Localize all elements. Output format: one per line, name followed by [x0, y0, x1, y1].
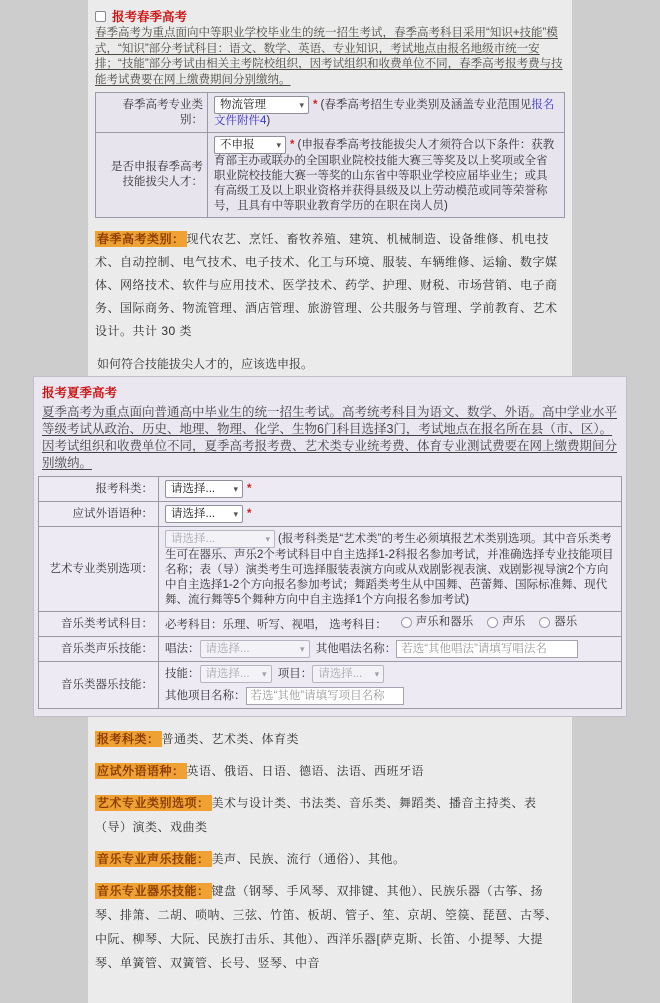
- chevron-down-icon: ▾: [299, 99, 304, 110]
- art-category-cell: [159, 527, 622, 612]
- radio-icon: [539, 617, 550, 628]
- other-singing-style-label: 其他唱法名称：: [315, 643, 397, 656]
- instrument-skill-label: 音乐类器乐技能：: [39, 662, 159, 709]
- table-row: [39, 662, 622, 709]
- project-label: 项目：: [277, 668, 313, 681]
- chevron-down-icon: ▾: [233, 508, 238, 519]
- spring-section-title: 报考春季高考: [112, 10, 188, 24]
- select-value: 不申报: [220, 138, 255, 151]
- spring-categories-text: 现代农艺、烹饪、畜牧养殖、建筑、机械制造、设备维修、机电技术、自动控制、电气技术、电子技术、化工与环境、服装、车辆维修、运输、数字媒体、网络技术、软件与应用技术、医学技术、药学、护理、财税、市场营销、电子商务、国际商务、物流管理、酒店管理、旅游管理、公共服务与管理、学前教育、艺术设计。共计 30 类: [95, 232, 558, 338]
- table-row: [39, 637, 622, 662]
- spring-talent-select[interactable]: [214, 136, 286, 154]
- required-marker: *: [290, 139, 295, 152]
- vocal-skill-cell: [159, 637, 622, 662]
- glossary-highlight-label: 音乐专业器乐技能：: [97, 884, 210, 898]
- instrument-skill-line1: [165, 665, 615, 683]
- required-marker: *: [247, 483, 252, 496]
- glossary-subject-category: [95, 727, 565, 751]
- singing-style-label: 唱法：: [165, 643, 200, 656]
- subject-category-cell: [159, 477, 622, 502]
- chevron-down-icon: ▾: [374, 668, 380, 679]
- spring-categories-paragraph: [95, 228, 565, 343]
- table-row: [39, 477, 622, 502]
- art-category-note: (报考科类是“艺术类”的考生必须填报艺术类别选项。其中音乐类考生可在器乐、声乐2个考试科目中自主选择1-2科报名参加考试，并准确选择专业技能项目名称；表（导）演类考生可选择服装表演方向或从戏剧影视表演、戏剧影视导演2个方向中自主选择1-2个方向报名参加考试；舞蹈类考生从中国舞、芭蕾舞、国际标准舞、现代舞、流行舞等5个舞种方向中自主选择1个方向报名参加考试): [165, 533, 614, 606]
- table-row: [96, 133, 565, 218]
- instrument-skill-line2: [165, 687, 615, 705]
- table-row: [39, 502, 622, 527]
- art-category-select[interactable]: [165, 530, 275, 548]
- radio-label: 器乐: [554, 616, 578, 628]
- instrument-skill-select[interactable]: [200, 665, 272, 683]
- instrument-skill-cell: [159, 662, 622, 709]
- radio-label: 声乐和器乐: [415, 616, 474, 628]
- spring-form-table: [95, 92, 565, 218]
- spring-talent-note: (申报春季高考技能拔尖人才须符合以下条件：获教育部主办或联办的全国职业院校技能大赛三等奖及以上奖项或全省职业院校技能大赛一等奖的山东省中等职业学校应届毕业生；或具有高级工及以上职业资格并获得县级及以上劳动模范或同等荣誉称号，且具有中等职业教育学历的在职在岗人员): [214, 139, 555, 212]
- glossary-text: 美声、民族、流行（通俗）、其他。: [211, 852, 406, 866]
- glossary-section: [95, 727, 565, 975]
- attachment-4-link[interactable]: 报名文件附件4: [214, 99, 555, 127]
- chevron-down-icon: ▾: [276, 139, 281, 150]
- radio-option-vocal[interactable]: [487, 615, 525, 630]
- radio-icon: [401, 617, 412, 628]
- other-project-name-input[interactable]: [246, 687, 404, 705]
- talent-advice-note: 如何符合技能拔尖人才的，应该选申报。: [97, 357, 314, 371]
- required-marker: *: [313, 99, 318, 112]
- glossary-highlight-label: 音乐专业声乐技能：: [97, 852, 210, 866]
- radio-option-instrumental[interactable]: [539, 615, 577, 630]
- subject-category-select[interactable]: [165, 480, 243, 498]
- table-row: [39, 527, 622, 612]
- glossary-vocal-skill: [95, 847, 565, 871]
- spring-category-note-end: ): [266, 115, 271, 127]
- vocal-skill-label: 音乐类声乐技能：: [39, 637, 159, 662]
- spring-talent-label: 是否申报春季高考技能拔尖人才：: [96, 133, 208, 218]
- spring-category-label: 春季高考专业类别：: [96, 93, 208, 133]
- music-required-subjects: 必考科目：乐理、听写、视唱，: [165, 619, 326, 631]
- subject-category-label: 报考科类：: [39, 477, 159, 502]
- glossary-text: 普通类、艺术类、体育类: [161, 732, 300, 746]
- select-value: 请选择...: [205, 667, 250, 680]
- spring-talent-cell: [208, 133, 565, 218]
- glossary-instrument-skill: [95, 879, 565, 975]
- foreign-language-label: 应试外语语种：: [39, 502, 159, 527]
- foreign-language-cell: [159, 502, 622, 527]
- select-value: 请选择...: [205, 642, 250, 655]
- summer-intro-paragraph: 夏季高考为重点面向普通高中毕业生的统一招生考试。高考统考科目为语文、数学、外语。高中学业水平等级考试从政治、历史、地理、物理、化学、生物6门科目选择3门，考试地点在报名所在县（市、区）。因考试组织和收费单位不同，夏季高考报考费、艺术类专业统考费、体育专业测试费要在网上缴费期间分别缴纳。: [42, 405, 618, 470]
- singing-style-select[interactable]: [200, 640, 310, 658]
- art-category-label: 艺术专业类别选项：: [39, 527, 159, 612]
- spring-exam-checkbox[interactable]: [95, 11, 106, 22]
- select-value: 请选择...: [171, 507, 216, 520]
- spring-categories-highlight-label: 春季高考类别：: [97, 232, 185, 246]
- radio-option-vocal-and-instrumental[interactable]: [401, 615, 474, 630]
- summer-exam-section: [33, 376, 627, 717]
- glossary-highlight-label: 艺术专业类别选项：: [97, 796, 210, 810]
- other-singing-style-input[interactable]: [396, 640, 578, 658]
- glossary-highlight-label: 应试外语语种：: [97, 764, 185, 778]
- glossary-text: 美术与设计类、书法类、音乐类、舞蹈类、播音主持类、表（导）演类、戏曲类: [95, 796, 537, 834]
- glossary-foreign-language: [95, 759, 565, 783]
- other-project-label: 其他项目名称：: [165, 690, 246, 703]
- instrument-project-select[interactable]: [312, 665, 384, 683]
- music-optional-subjects-label: 选考科目：: [329, 619, 387, 631]
- input-placeholder: 若选“其他”请填写项目名称: [250, 690, 385, 702]
- table-row: [96, 93, 565, 133]
- select-value: 物流管理: [220, 98, 266, 111]
- spring-category-select[interactable]: [214, 96, 309, 114]
- radio-label: 声乐: [502, 616, 526, 628]
- glossary-text: 键盘（钢琴、手风琴、双排键、其他）、民族乐器（古筝、扬琴、排箫、二胡、唢呐、三弦、竹笛、板胡、管子、笙、京胡、箜篌、琵琶、古琴、中阮、柳琴、大阮、民族打击乐、其他）、西洋乐器[萨克斯、长笛、小提琴、大提琴、单簧管、双簧管、长号、竖琴、中音: [95, 884, 558, 970]
- glossary-text: 英语、俄语、日语、德语、法语、西班牙语: [186, 764, 425, 778]
- registration-form-page: [42, 0, 618, 1003]
- summer-form-table: [38, 476, 622, 709]
- required-marker: *: [247, 508, 252, 521]
- select-value: 请选择...: [171, 482, 216, 495]
- chevron-down-icon: ▾: [299, 643, 305, 654]
- skill-label: 技能：: [165, 668, 200, 681]
- chevron-down-icon: ▾: [233, 483, 238, 494]
- spring-intro-paragraph: 春季高考为重点面向中等职业学校毕业生的统一招生考试，春季高考科目采用“知识+技能”模式，“知识”部分考试科目：语文、数学、英语、专业知识，考试地点由报名地级市统一安排；“技能”部分考试由相关主考院校组织，因考试组织和收费单位不同，春季高考报考费与技能考试费要在网上缴费期间分别缴纳。: [95, 27, 563, 86]
- select-value: 请选择...: [171, 532, 216, 545]
- select-value: 请选择...: [318, 667, 363, 680]
- music-exam-subjects-label: 音乐类考试科目：: [39, 612, 159, 637]
- glossary-art-category: [95, 791, 565, 839]
- radio-icon: [487, 617, 498, 628]
- spring-category-cell: [208, 93, 565, 133]
- music-exam-subjects-cell: [159, 612, 622, 637]
- chevron-down-icon: ▾: [261, 668, 267, 679]
- spring-category-note: (春季高考招生专业类别及涵盖专业范围见: [320, 99, 532, 112]
- chevron-down-icon: ▾: [265, 533, 270, 544]
- spring-exam-section: [95, 8, 565, 218]
- glossary-highlight-label: 报考科类：: [97, 732, 160, 746]
- input-placeholder: 若选“其他唱法”请填写唱法名: [401, 643, 547, 655]
- summer-section-title: 报考夏季高考: [42, 386, 118, 400]
- foreign-language-select[interactable]: [165, 505, 243, 523]
- table-row: [39, 612, 622, 637]
